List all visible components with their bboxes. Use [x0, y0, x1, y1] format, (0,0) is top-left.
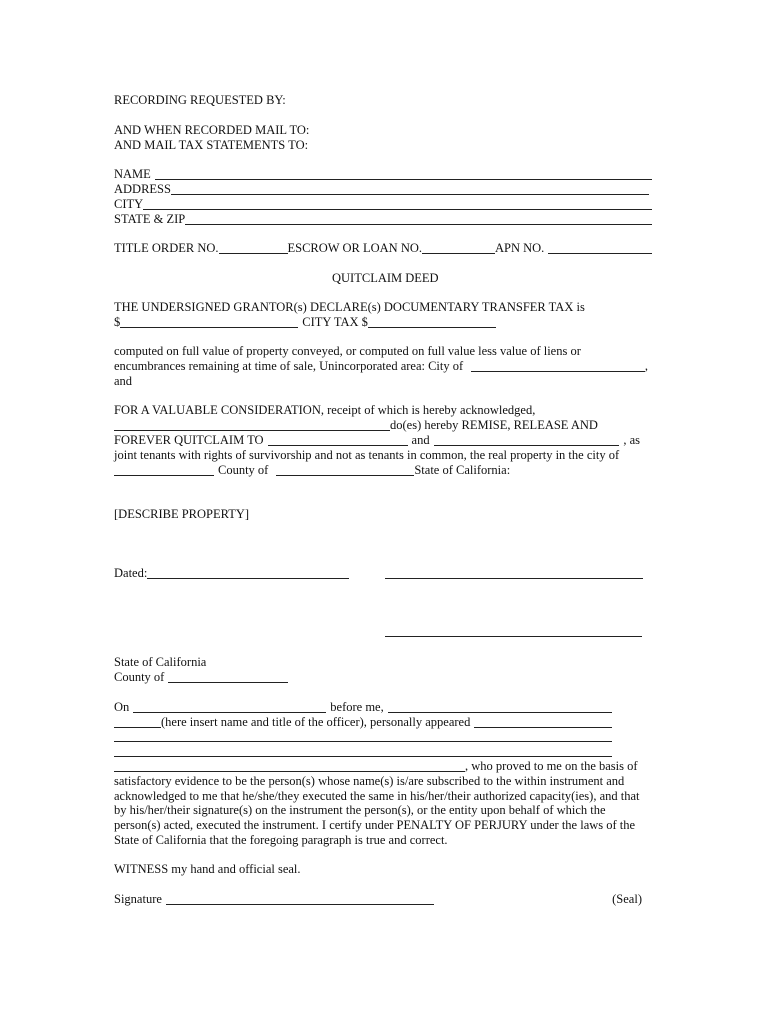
title-order-field[interactable] — [219, 242, 288, 254]
address-row — [114, 182, 649, 197]
escrow-field[interactable] — [422, 242, 495, 254]
comma: , — [644, 359, 648, 373]
blank-line-2 — [114, 744, 612, 759]
address-field[interactable] — [171, 183, 649, 195]
appeared-field[interactable] — [474, 716, 612, 728]
notary-body-1 — [114, 774, 624, 789]
signature-row — [114, 892, 642, 907]
document-title — [332, 271, 439, 286]
tax-line-2 — [114, 315, 496, 330]
grantee-2-field[interactable] — [434, 434, 620, 446]
notary-insert-line — [114, 715, 612, 730]
text: State of California: — [414, 463, 511, 477]
city-tax-label: CITY TAX $ — [302, 315, 368, 329]
recording-requested-by — [114, 93, 286, 108]
signature-label: Signature — [114, 892, 162, 906]
label: AND MAIL TAX STATEMENTS TO: — [114, 138, 309, 152]
text: acknowledged to me that he/she/they executed the same in his/her/their authorized capacity(ies), and that — [114, 789, 640, 803]
property-city-field[interactable] — [114, 464, 214, 476]
signature-field-1[interactable] — [385, 567, 643, 579]
text: , who proved to me on the basis of — [465, 759, 638, 773]
dollar-sign: $ — [114, 315, 121, 329]
notary-county-field[interactable] — [168, 671, 288, 683]
tax-line-1 — [114, 300, 585, 315]
property-county-field[interactable] — [276, 464, 414, 476]
seal-label: (Seal) — [612, 892, 642, 906]
witness-line — [114, 862, 301, 877]
text: (here insert name and title of the officer), personally appeared — [161, 715, 471, 729]
who-proved-line — [114, 759, 638, 774]
appeared-field-2[interactable] — [114, 730, 612, 742]
notary-state — [114, 655, 206, 670]
text: County of — [218, 463, 269, 477]
text: On — [114, 700, 130, 714]
when-recorded-mail-to — [114, 123, 309, 138]
dated-label: Dated: — [114, 566, 148, 580]
dated-field[interactable] — [147, 567, 349, 579]
address-label: ADDRESS — [114, 182, 171, 196]
title-order-label: TITLE ORDER NO. — [114, 241, 219, 255]
text: State of California that the foregoing paragraph is true and correct. — [114, 833, 448, 847]
transfer-tax-field[interactable] — [120, 316, 298, 328]
grantee-1-field[interactable] — [268, 434, 408, 446]
text: [DESCRIBE PROPERTY] — [114, 507, 250, 521]
computed-line-3 — [114, 374, 132, 389]
text: computed on full value of property conveyed, or computed on full value less value of liens or — [114, 344, 581, 358]
text: joint tenants with rights of survivorship and not as tenants in common, the real property in the city of — [114, 448, 620, 462]
consideration-line-3 — [114, 433, 640, 448]
text: FOR A VALUABLE CONSIDERATION, receipt of which is hereby acknowledged, — [114, 403, 536, 417]
officer-field[interactable] — [388, 701, 612, 713]
text: , as — [623, 433, 640, 447]
text: WITNESS my hand and official seal. — [114, 862, 301, 876]
city-label: CITY — [114, 197, 144, 211]
text: FOREVER QUITCLAIM TO — [114, 433, 264, 447]
state-zip-field[interactable] — [185, 213, 652, 225]
text: and — [114, 374, 133, 388]
consideration-line-4 — [114, 448, 619, 463]
apn-field[interactable] — [548, 242, 652, 254]
text: by his/her/their signature(s) on the instrument the person(s), or the entity upon behalf of which the — [114, 803, 606, 817]
escrow-label: ESCROW OR LOAN NO. — [287, 241, 422, 255]
text: before me, — [330, 700, 384, 714]
text: and — [411, 433, 430, 447]
notary-body-5 — [114, 833, 448, 848]
text: THE UNDERSIGNED GRANTOR(s) DECLARE(s) DOCUMENTARY TRANSFER TAX is — [114, 300, 585, 314]
appeared-field-4[interactable] — [114, 760, 465, 772]
notary-on-line — [114, 700, 612, 715]
text: do(es) hereby REMISE, RELEASE AND — [390, 418, 598, 432]
consideration-line-1 — [114, 403, 535, 418]
grantor-signature-line-2 — [385, 624, 642, 639]
city-row — [114, 197, 652, 212]
name-field[interactable] — [155, 168, 652, 180]
title-text: QUITCLAIM DEED — [332, 271, 439, 285]
apn-label: APN NO. — [495, 241, 545, 255]
label: AND WHEN RECORDED MAIL TO: — [114, 123, 310, 137]
text: County of — [114, 670, 165, 684]
state-zip-row — [114, 212, 652, 227]
grantor-signature-line-1 — [385, 566, 643, 581]
signature-field-2[interactable] — [385, 625, 642, 637]
state-zip-label: STATE & ZIP — [114, 212, 186, 226]
notary-body-2 — [114, 789, 640, 804]
blank-line-1 — [114, 729, 612, 744]
appeared-field-3[interactable] — [114, 745, 612, 757]
text: State of California — [114, 655, 207, 669]
label: RECORDING REQUESTED BY: — [114, 93, 286, 107]
text: person(s) acted, executed the instrument. I certify under PENALTY OF PERJURY under the laws of the — [114, 818, 636, 832]
text: encumbrances remaining at time of sale, Unincorporated area: City of — [114, 359, 464, 373]
consideration-line-2 — [114, 418, 598, 433]
name-label: NAME — [114, 167, 151, 181]
consideration-line-5 — [114, 463, 510, 478]
computed-line-2 — [114, 359, 648, 374]
city-field[interactable] — [143, 198, 652, 210]
computed-line-1 — [114, 344, 581, 359]
notary-county — [114, 670, 288, 685]
order-row — [114, 241, 652, 256]
text: satisfactory evidence to be the person(s) whose name(s) is/are subscribed to the within instrument and — [114, 774, 625, 788]
describe-property — [114, 507, 249, 522]
city-of-field[interactable] — [471, 360, 645, 372]
notary-body-3 — [114, 803, 606, 818]
mail-tax-statements-to — [114, 138, 308, 153]
city-tax-field[interactable] — [368, 316, 496, 328]
grantor-field[interactable] — [114, 419, 390, 431]
notary-body-4 — [114, 818, 635, 833]
dated-row — [114, 566, 349, 581]
name-row — [114, 167, 652, 182]
notary-date-field[interactable] — [133, 701, 326, 713]
officer-continued-field[interactable] — [114, 716, 161, 728]
notary-signature-field[interactable] — [166, 893, 434, 905]
